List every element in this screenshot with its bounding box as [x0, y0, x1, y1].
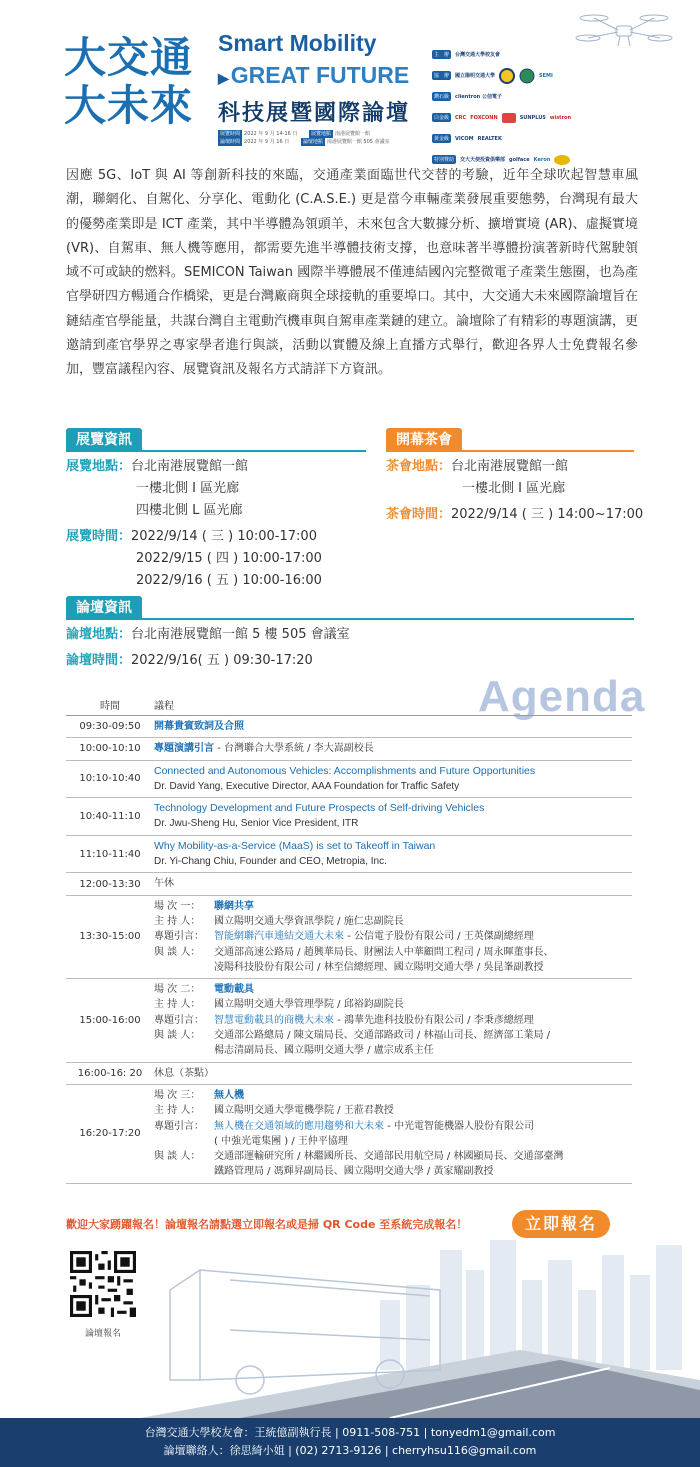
sponsor-logo: SUNPLUS [519, 114, 546, 121]
footer-line-contact: 論壇聯絡人：徐思綺小姐 | (02) 2713-9126 | cherryhsu116@gmail.com [163, 1444, 537, 1457]
agenda-watermark: Agenda [478, 672, 646, 721]
section-exhibition-header: 展覽資訊 [66, 428, 366, 452]
sponsor-row-gold: 黃金級 VICOM REALTEK [434, 135, 502, 142]
sponsor-logo: wistron [549, 114, 572, 121]
sponsor-logo: CRC [455, 114, 467, 121]
section-forum-header: 論壇資訊 [66, 596, 634, 620]
title-chinese [64, 34, 214, 130]
table-row: 13:30-15:00 場 次 一： 聯網共享 主 持 人： 國立陽明交通大學資訊學院 / 施仁忠副院長 專題引言： 智能網聯汽車連結交通大未來 - 公信電子股份有限公司 / 王英傑副總經理 與 談 人： 交通部高速公路局 / 趙興華局長、財團法人中華顧問工程司 / 周永暉董事長、 凌陽科技股份有限公司 / 林至信總經理、國立陽明交通大學 / 吳昆峯副教授 [66, 896, 632, 979]
title-english-1: Smart Mobility [218, 30, 377, 56]
sponsor-logo: 台灣交通大學校友會 [455, 52, 501, 58]
footer-line-alumni: 台灣交通大學校友會：王統億副執行長 | 0911-508-751 | tonyedm1@gmail.com [144, 1426, 556, 1439]
table-row: 12:00-13:30 午休 [66, 873, 632, 895]
emblem-icon [499, 68, 515, 84]
sponsor-logo: 國立陽明交通大學 [455, 73, 496, 79]
qr-code-icon[interactable] [70, 1251, 136, 1317]
header-banner [0, 0, 700, 163]
section-tea-header: 開幕茶會 [386, 428, 634, 452]
table-row: 10:10-10:40 Connected and Autonomous Vehicles: Accomplishments and Future Opportunities Dr. David Yang, Executive Director, AAA Foundation for Traffic Safety [66, 761, 632, 799]
register-now-button[interactable]: 立即報名 [512, 1210, 610, 1238]
triangle-icon: ▶ [218, 70, 229, 86]
table-row: 15:00-16:00 場 次 二： 電動載具 主 持 人： 國立陽明交通大學管理學院 / 邱裕鈞副院長 專題引言： 智慧電動載具的商機大未來 - 鴻華先進科技股份有限公司 / 李秉彥總經理 與 談 人： 交通部公路總局 / 陳文瑞局長、交通部路政司 / 林福山司長、經濟部工業局 / 楊志清副局長、國立陽明交通大學 / 盧宗成系主任 [66, 979, 632, 1062]
sponsor-row-host: 主 辦 台灣交通大學校友會 [434, 52, 501, 58]
sponsor-logo: VICOM [455, 135, 474, 142]
sponsor-row-special: 特別贊助 交大天使投資俱樂部 golface Keron [432, 149, 652, 170]
table-row: 16:00-16: 20 休息（茶點） [66, 1063, 632, 1085]
sponsor-icon [502, 113, 516, 123]
sponsor-logo: Keron [533, 156, 551, 163]
sponsor-row-platinum: 白金級 CRC FOXCONN SUNPLUS wistron [434, 114, 572, 121]
title-forum: 科技展暨國際論壇 [218, 101, 411, 126]
title-cn-line2: 大未來 [64, 81, 194, 130]
sponsor-list [432, 44, 652, 170]
sponsor-logo: REALTEK [477, 135, 502, 142]
table-row: 10:00-10:10 專題演講引言 - 台灣聯合大學系統 / 李大嵩副校長 [66, 738, 632, 760]
emblem-icon [519, 68, 535, 84]
title-english-2: ▶GREAT FUTURE [218, 62, 410, 88]
title-cn-line1: 大交通 [64, 33, 194, 82]
table-row: 11:10-11:40 Why Mobility-as-a-Service (MaaS) is set to Takeoff in Taiwan Dr. Yi-Chang Chiu, Founder and CEO, Metropia, Inc. [66, 836, 632, 874]
forum-info: 論壇地點：台北南港展覽館一館 5 樓 505 會議室 論壇時間：2022/9/16( 五 ) 09:30-17:20 [66, 627, 350, 668]
sponsor-logo: golface [509, 156, 530, 163]
sponsor-row-diamond: 鑽石級 clientron 公信電子 [434, 94, 502, 100]
table-row: 09:30-09:50 開幕貴賓致詞及合照 [66, 716, 632, 738]
intro-paragraph: 因應 5G、IoT 與 AI 等創新科技的來臨，交通產業面臨世代交替的考驗，近年全球吹起智慧車風潮，聯網化、自駕化、分享化、電動化 (C.A.S.E.) 更是當今車輛產業發展重要態勢，台灣現有最大的優勢產業即是 ICT 產業，其中半導體為領頭羊，未來包含大數據分析、擴增實境 (AR)、虛擬實境 (VR)、自駕車、無人機等應用，都需要先進半導體技術支撐，也意味著半導體扮演著新時代駕駛領域不可或缺的燃料。SEMICON Taiwan 國際半導體展不僅連結國內完整微電子產業生態圈，也為產官學研四方暢通合作橋梁，更是台灣廠商與全球接軌的重要埠口。其中，大交通大未來國際論壇旨在鏈結產官學能量，共謀台灣自主電動汽機車與自駕車產業鏈的建立。論壇除了有精彩的專題演講，更邀請到產官學界之專家學者進行與談，活動以實體及線上直播方式舉行，歡迎各界人士免費報名參加，豐富議程內容、展覽資訊及報名方式請詳下方資訊。 [66, 168, 639, 378]
table-row: 10:40-11:10 Technology Development and Future Prospects of Self-driving Vehicles Dr. Jwu-Sheng Hu, Senior Vice President, ITR [66, 798, 632, 836]
sponsor-logo: 交大天使投資俱樂部 [460, 157, 506, 163]
city-bus-illustration [140, 1230, 700, 1418]
exhibition-info: 展覽地點：台北南港展覽館一館 一樓北側 I 區光廊 四樓北側 L 區光廊 展覽時間：2022/9/14 ( 三 ) 10:00-17:00 2022/9/15 ( 四 ) 10:00-17:00 2022/9/16 ( 五 ) 10:00-16:00 [66, 459, 322, 588]
footer-contact [0, 1418, 700, 1467]
sponsor-icon [554, 155, 570, 165]
sponsor-logo: FOXCONN [470, 114, 498, 121]
table-row: 16:20-17:20 場 次 三： 無人機 主 持 人： 國立陽明交通大學電機學院 / 王蒞君教授 專題引言： 無人機在交通領域的應用趨勢和大未來 - 中光電智能機器人股份有限公司 ( 中強光電集團 ) / 王仲平協理 與 談 人： 交通部運輸研究所 / 林繼國所長、交通部民用航空局 / 林國顯局長、交通部臺灣 鐵路管理局 / 馮輝昇副局長、國立陽明交通大學 / 黃家耀副教授 [66, 1085, 632, 1184]
mini-event-info: 展覽時間 2022 年 9 月 14-16 日 展覽地點 南港展覽館一館 論壇時間 2022 年 9 月 16 日 論壇地點 南港展覽館一館 505 會議室 [220, 131, 390, 145]
sponsor-logo: clientron 公信電子 [455, 94, 502, 100]
sponsor-row-coorganizer: 協 辦 國立陽明交通大學 SEMI [432, 65, 652, 86]
qr-caption: 論壇報名 [84, 1329, 121, 1339]
tea-info: 茶會地點：台北南港展覽館一館 一樓北側 I 區光廊 茶會時間：2022/9/14 ( 三 ) 14:00~17:00 [386, 459, 644, 522]
agenda-header-row: 時間 議程 [66, 694, 632, 716]
register-prompt: 歡迎大家踴躍報名！論壇報名請點選立即報名或是掃 QR Code 至系統完成報名！ [66, 1218, 468, 1231]
agenda-table [66, 694, 632, 1184]
sponsor-logo: SEMI [539, 72, 553, 79]
